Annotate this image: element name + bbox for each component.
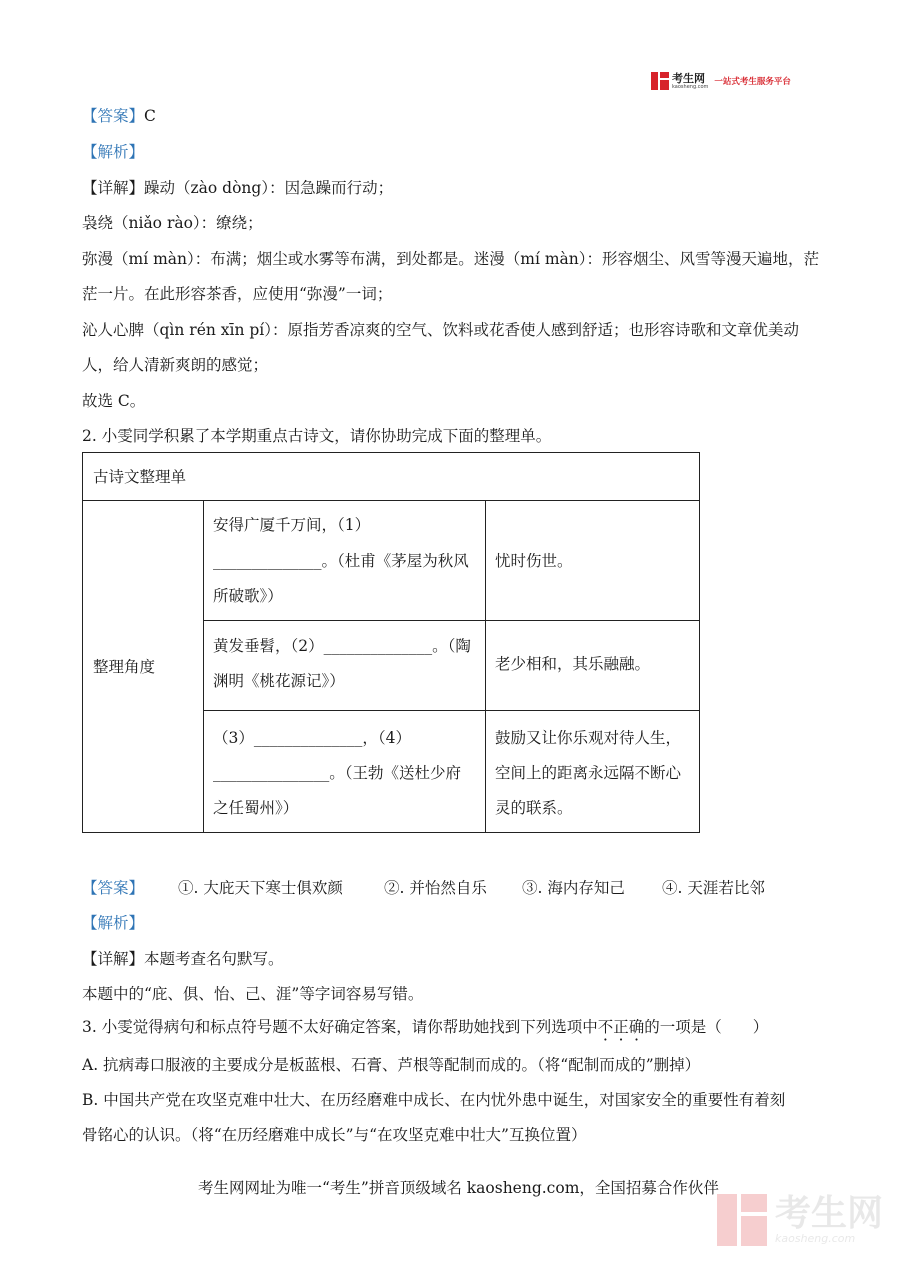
logo-mark-icon — [651, 72, 669, 90]
answer-tag: 【答案】 — [82, 107, 145, 125]
poem-line: ______________。（杜甫《茅屋为秋风 — [213, 552, 469, 570]
poem-line: 所破歌》） — [213, 587, 283, 605]
q3-stem-before: 3. 小雯觉得病句和标点符号题不太好确定答案，请你帮助她找到下列选项中 — [82, 1018, 598, 1036]
answer-value: C — [144, 107, 156, 125]
answer-item: ④. 天涯若比邻 — [662, 879, 765, 897]
poem-line: 安得广厦千万间，（1） — [213, 516, 371, 534]
answer-item: ①. 大庇天下寒士俱欢颜 — [178, 879, 343, 897]
emphasis-char: 正 — [613, 1018, 629, 1036]
theme-line: 老少相和，其乐融融。 — [495, 655, 651, 673]
poem-table — [82, 452, 700, 833]
analysis-tag: 【解析】 — [82, 914, 145, 932]
answer-item: ②. 并怡然自乐 — [384, 879, 487, 897]
site-logo[interactable] — [651, 72, 791, 90]
detail-tag: 【详解】 — [82, 179, 145, 197]
theme-line: 鼓励又让你乐观对待人生， — [495, 729, 682, 747]
emphasis-char: 确 — [628, 1018, 645, 1036]
logo-text: 考生网 — [672, 71, 705, 85]
table-left-label: 整理角度 — [93, 658, 156, 676]
watermark-url: kaosheng.com — [775, 1231, 856, 1245]
q3-stem-after: 的一项是（ ） — [644, 1018, 769, 1036]
q1-line: 袅绕（niǎo rào）：缭绕； — [82, 214, 263, 232]
analysis-tag: 【解析】 — [82, 143, 145, 161]
footer-text: 考生网网址为唯一“考生”拼音顶级域名 kaosheng.com，全国招募合作伙伴 — [198, 1179, 719, 1197]
poem-line: （3）______________，（4） — [213, 729, 411, 747]
watermark-text: 考生网 — [775, 1192, 884, 1234]
q1-line: 沁人心脾（qìn rén xīn pí）：原指芳香凉爽的空气、饮料或花香使人感到舒适；也形容诗歌和文章优美动 — [82, 321, 800, 339]
table-divider — [83, 500, 699, 501]
table-title: 古诗文整理单 — [93, 468, 187, 486]
q3-stem — [82, 1017, 768, 1037]
q1-line: 弥漫（mí màn）：布满；烟尘或水雾等布满，到处都是。迷漫（mí màn）：形容烟尘、风雪等漫天遍地，茫 — [82, 250, 820, 268]
theme-line: 忧时伤世。 — [495, 552, 573, 570]
option-b-line2: 骨铭心的认识。（将“在历经磨难中成长”与“在攻坚克难中壮大”互换位置） — [82, 1126, 587, 1144]
q1-line: 故选 C。 — [82, 392, 146, 410]
q2-note: 本题中的“庇、俱、怡、己、涯”等字词容易写错。 — [82, 985, 424, 1003]
detail-text: 本题考查名句默写。 — [144, 950, 284, 968]
poem-line: 渊明《桃花源记》） — [213, 672, 345, 690]
detail-tag: 【详解】 — [82, 950, 145, 968]
option-b-line1: B. 中国共产党在攻坚克难中壮大、在历经磨难中成长、在内忧外患中诞生，对国家安全的重要性有着刻 — [82, 1091, 786, 1109]
q1-detail-line — [82, 178, 393, 198]
watermark-mark-icon — [717, 1194, 767, 1246]
poem-line: 之任蜀州》） — [213, 799, 299, 817]
q2-detail-line — [82, 949, 284, 969]
q2-stem: 2. 小雯同学积累了本学期重点古诗文，请你协助完成下面的整理单。 — [82, 427, 552, 445]
q1-answer — [82, 106, 156, 126]
option-a: A. 抗病毒口服液的主要成分是板蓝根、石膏、芦根等配制而成的。（将“配制而成的”删掉） — [82, 1056, 701, 1074]
logo-slogan: 一站式考生服务平台 — [714, 77, 791, 87]
table-divider — [203, 620, 699, 621]
poem-line: 黄发垂髫，（2）______________。（陶 — [213, 637, 471, 655]
logo-url: kaosheng.com — [672, 83, 709, 90]
answer-tag: 【答案】 — [82, 879, 145, 897]
q1-line: 人，给人清新爽朗的感觉； — [82, 356, 269, 374]
theme-line: 空间上的距离永远隔不断心 — [495, 764, 682, 782]
answer-item: ③. 海内存知己 — [522, 879, 625, 897]
watermark — [717, 1194, 883, 1246]
q1-line: 茫一片。在此形容茶香，应使用“弥漫”一词； — [82, 285, 393, 303]
poem-line: _______________。（王勃《送杜少府 — [213, 764, 462, 782]
emphasis-char: 不 — [597, 1018, 614, 1036]
detail-text: 躁动（zào dòng）：因急躁而行动； — [144, 179, 394, 197]
table-divider — [203, 710, 699, 711]
theme-line: 灵的联系。 — [495, 799, 573, 817]
